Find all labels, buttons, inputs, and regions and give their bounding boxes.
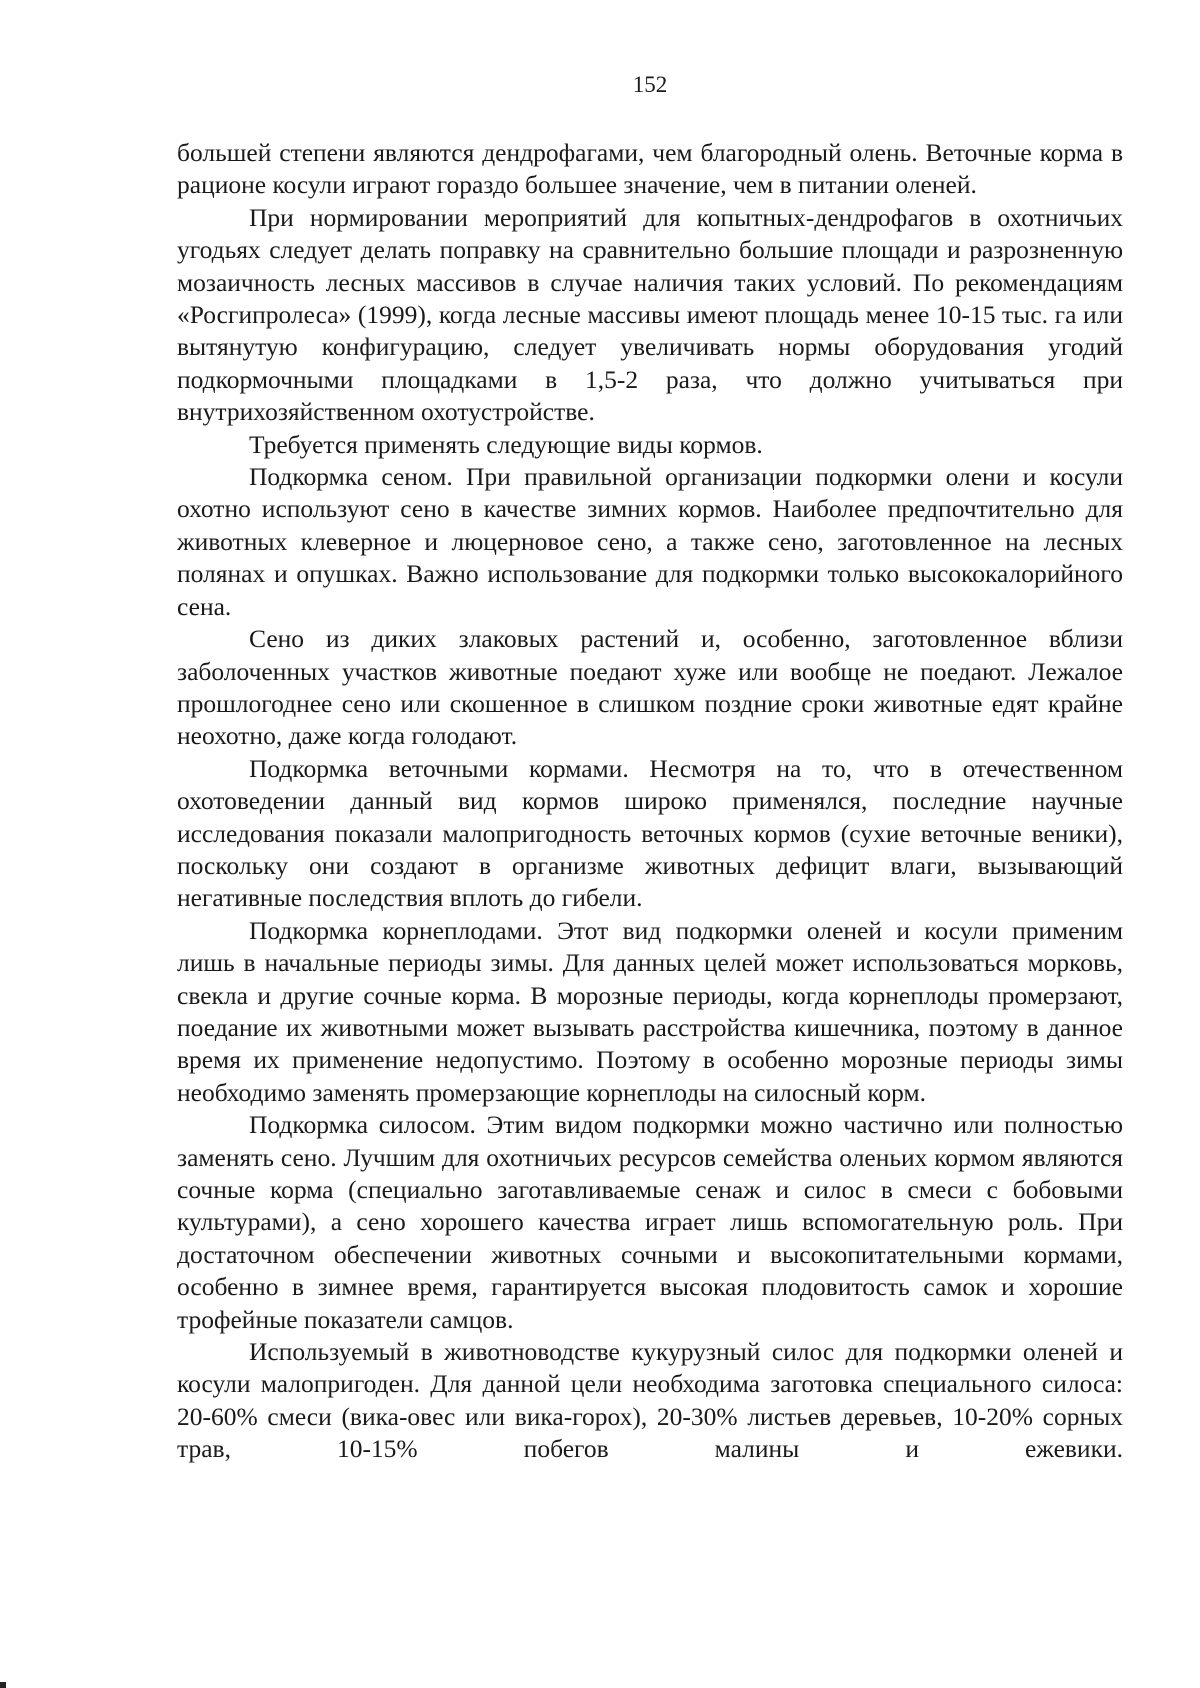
paragraph-branch-feed: Подкормка веточными кормами. Несмотря на то, что в отечественном охотоведении данный вид кормов широко применялся, последние научные исследования показали малопригодность веточных кормов (сухие веточные веники), поскольку они создают в организме животных дефицит влаги, вызывающий негативные последствия вплоть до гибели.	[177, 753, 1123, 913]
page-number: 152	[632, 72, 668, 97]
paragraph-root-crops: Подкормка корнеплодами. Этот вид подкормки оленей и косули применим лишь в начальные периоды зимы. Для данных целей может использоваться морковь, свекла и другие сочные корма. В морозные периоды, когда корнеплоды промерзают, поедание их животными может вызывать расстройства кишечника, поэтому в данное время их применение недопустимо. Поэтому в особенно морозные периоды зимы необходимо заменять промерзающие корнеплоды на силосный корм.	[177, 915, 1123, 1107]
paragraph-silage: Подкормка силосом. Этим видом подкормки можно частично или полностью заменять сено. Лучшим для охотничьих ресурсов семейства оленьих кормом являются сочные корма (специально заготавливаемые сенаж и силос в смеси с бобовыми культурами), а сено хорошего качества играет лишь вспомогательную роль. При достаточном обеспечении животных сочными и высокопитательными кормами, особенно в зимнее время, гарантируется высокая плодовитость самок и хорошие трофейные показатели самцов.	[177, 1110, 1123, 1334]
paragraph-continuation: большей степени являются дендрофагами, чем благородный олень. Веточные корма в рационе косули играют гораздо большее значение, чем в питании оленей.	[177, 138, 1123, 200]
scan-corner-mark	[0, 1682, 6, 1688]
body-text	[177, 137, 1123, 1466]
paragraph-norms: При нормировании мероприятий для копытных-дендрофагов в охотничьих угодьях следует делать поправку на сравнительно большие площади и разрозненную мозаичность лесных массивов в случае наличия таких условий. По рекомендациям «Росгипролеса» (1999), когда лесные массивы имеют площадь менее 10-15 тыс. га или вытянутую конфигурацию, следует увеличивать нормы оборудования угодий подкормочными площадками в 1,5-2 раза, что должно учитываться при внутрихозяйственном охотустройстве.	[177, 202, 1123, 427]
paragraph-corn-silage: Используемый в животноводстве кукурузный силос для подкормки оленей и косули малопригоден. Для данной цели необходима заготовка специального силоса: 20-60% смеси (вика-овес или вика-горох), 20-30% листьев деревьев, 10-20% сорных трав, 10-15% побегов малины и ежевики.	[177, 1337, 1123, 1464]
paragraph-feed-types: Требуется применять следующие виды кормов.	[249, 429, 763, 459]
paragraph-wild-hay: Сено из диких злаковых растений и, особенно, заготовленное вблизи заболоченных участков животные поедают хуже или вообще не поедают. Лежалое прошлогоднее сено или скошенное в слишком поздние сроки животные едят крайне неохотно, даже когда голодают.	[177, 624, 1123, 751]
paragraph-hay: Подкормка сеном. При правильной организации подкормки олени и косули охотно используют сено в качестве зимних кормов. Наиболее предпочтительно для животных клеверное и люцерновое сено, а также сено, заготовленное на лесных полянах и опушках. Важно использование для подкормки только высококалорийного сена.	[177, 462, 1123, 621]
